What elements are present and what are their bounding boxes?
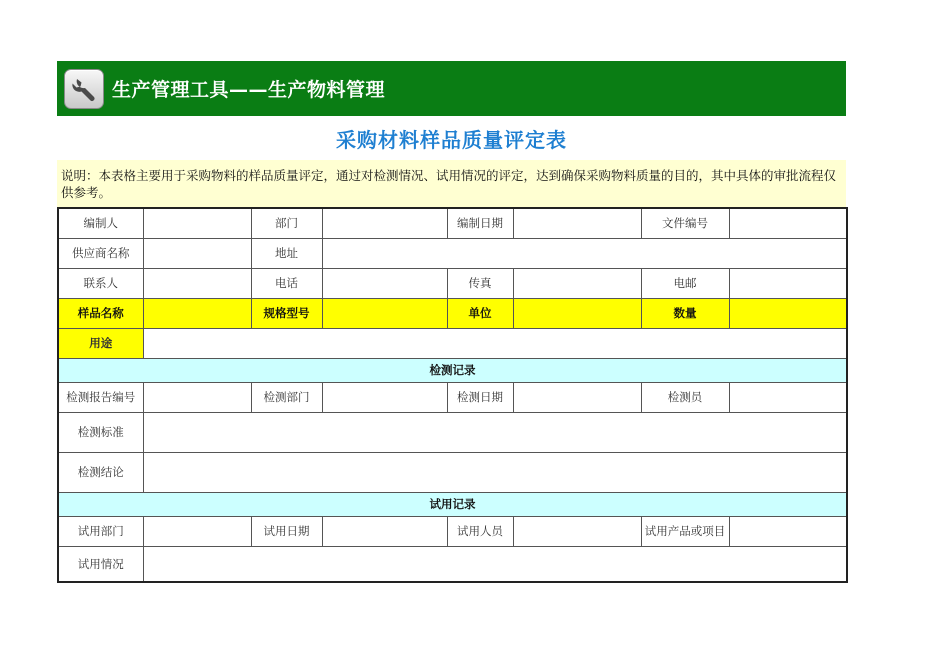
label-contact: 联系人 [58,268,143,298]
label-inspector: 检测员 [641,382,729,412]
banner-title: 生产管理工具——生产物料管理 [112,79,386,101]
label-supplier-name: 供应商名称 [58,238,143,268]
label-trial-status: 试用情况 [58,546,143,582]
label-specification: 规格型号 [251,298,322,328]
section-trial [58,492,847,516]
label-prepare-date: 编制日期 [447,208,513,238]
label-address: 地址 [251,238,322,268]
field-department[interactable] [322,208,447,238]
form-row-usage [58,328,847,358]
label-sample-name: 样品名称 [58,298,143,328]
field-trial-department[interactable] [143,516,251,546]
field-trial-status[interactable] [143,546,847,582]
field-trial-personnel[interactable] [513,516,641,546]
field-preparer[interactable] [143,208,251,238]
field-trial-date[interactable] [322,516,447,546]
label-department: 部门 [251,208,322,238]
form-row-trial-status [58,546,847,582]
field-inspection-department[interactable] [322,382,447,412]
label-trial-personnel: 试用人员 [447,516,513,546]
document-note: 说明：本表格主要用于采购物料的样品质量评定，通过对检测情况、试用情况的评定，达到确保采购物料质量的目的，其中具体的审批流程仅供参考。 [57,160,846,207]
label-trial-date: 试用日期 [251,516,322,546]
document-title: 采购材料样品质量评定表 [336,128,567,152]
field-inspection-conclusion[interactable] [143,452,847,492]
field-usage[interactable] [143,328,847,358]
label-usage: 用途 [58,328,143,358]
form-row-sample [58,298,847,328]
field-supplier-name[interactable] [143,238,251,268]
label-trial-product: 试用产品或项目 [641,516,729,546]
evaluation-form [57,207,848,583]
field-prepare-date[interactable] [513,208,641,238]
field-specification[interactable] [322,298,447,328]
label-email: 电邮 [641,268,729,298]
field-contact[interactable] [143,268,251,298]
field-unit[interactable] [513,298,641,328]
label-inspection-conclusion: 检测结论 [58,452,143,492]
field-quantity[interactable] [729,298,847,328]
field-inspector[interactable] [729,382,847,412]
header-banner [57,61,846,116]
form-row-conclusion [58,452,847,492]
label-phone: 电话 [251,268,322,298]
section-inspection-title: 检测记录 [58,358,847,382]
form-row-standard [58,412,847,452]
label-trial-department: 试用部门 [58,516,143,546]
field-document-number[interactable] [729,208,847,238]
field-address[interactable] [322,238,847,268]
form-row-inspection [58,382,847,412]
label-report-number: 检测报告编号 [58,382,143,412]
label-document-number: 文件编号 [641,208,729,238]
label-preparer: 编制人 [58,208,143,238]
section-inspection [58,358,847,382]
field-email[interactable] [729,268,847,298]
field-sample-name[interactable] [143,298,251,328]
form-row-trial [58,516,847,546]
label-unit: 单位 [447,298,513,328]
label-quantity: 数量 [641,298,729,328]
wrench-icon [64,69,104,109]
field-phone[interactable] [322,268,447,298]
label-inspection-date: 检测日期 [447,382,513,412]
form-row-supplier [58,238,847,268]
label-fax: 传真 [447,268,513,298]
form-row-preparer [58,208,847,238]
field-inspection-standard[interactable] [143,412,847,452]
form-row-contact [58,268,847,298]
label-inspection-standard: 检测标准 [58,412,143,452]
field-fax[interactable] [513,268,641,298]
field-report-number[interactable] [143,382,251,412]
field-inspection-date[interactable] [513,382,641,412]
section-trial-title: 试用记录 [58,492,847,516]
label-inspection-department: 检测部门 [251,382,322,412]
field-trial-product[interactable] [729,516,847,546]
